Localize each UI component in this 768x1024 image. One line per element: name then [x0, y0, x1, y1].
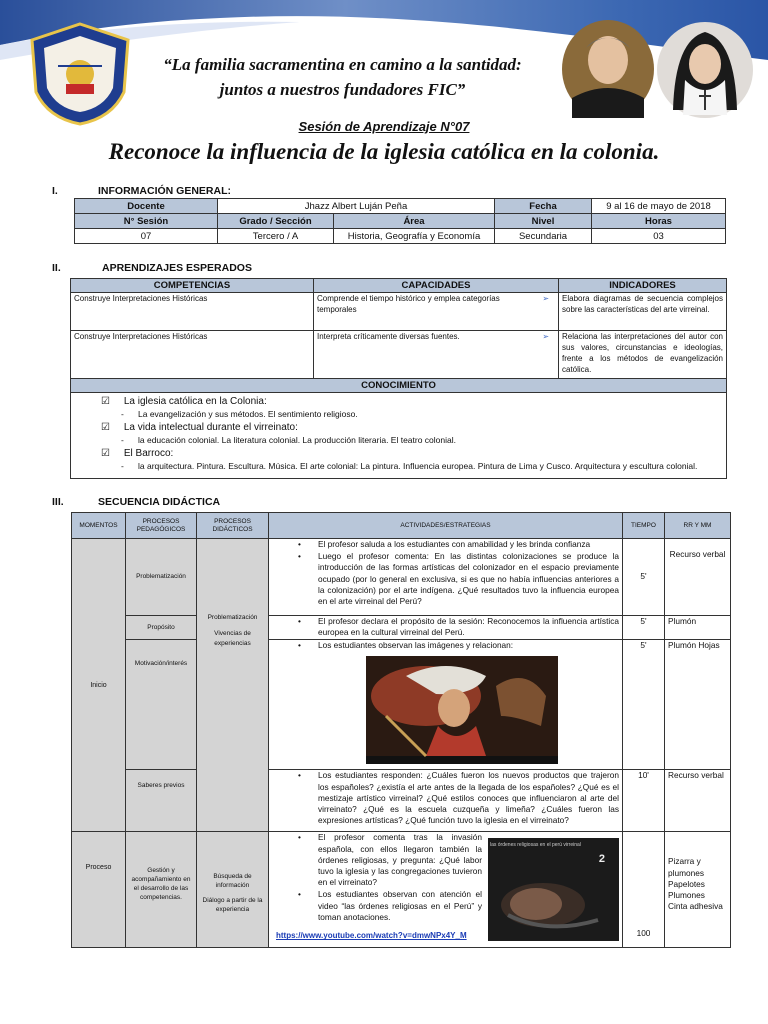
knowledge-list: ☑ La iglesia católica en la Colonia: - La evangelización y sus métodos. El sentimiento religioso. ☑ La vida intelectual durante el virreinato: - la educación colonial. La literatura colonial. La producción literaria. El teatro colonial. ☑ El Barroco: - la arquitectura. Pintura. Escultura. Música. El arte colonial: La pintura. Influencia europea. Pintura de Lima y Cusco. Arquitectura y escultura colonial. — [71, 393, 727, 479]
checkbox-icon: ☑ — [101, 422, 110, 433]
col-header: Nivel — [495, 214, 592, 229]
activity-item: • El profesor comenta tras la invasión española, con ellos llegaron también la órdenes religiosas, y pregunta: ¿Qué labor tuvo la iglesia y las congregaciones tuvieron en el virreinato? — [272, 832, 482, 888]
activities-cell — [269, 640, 623, 770]
activity-item: • Luego el profesor comenta: En las distintas colonizaciones se produce la introducción de las formas artísticas del colonizador en el espacio previamente ocupado (por lo general en exclusiva, si es que no había influencias anteriores a la colonización) por el arte indígena. ¿Qué resultados tuvo la influencia europea en el arte virreinal del Perú? — [272, 551, 619, 607]
knowledge-header: CONOCIMIENTO — [71, 379, 727, 393]
col-header: Horas — [592, 214, 726, 229]
col-header: RR Y MM — [665, 513, 731, 539]
col-header: TIEMPO — [623, 513, 665, 539]
section-heading-learning: II. APRENDIZAJES ESPERADOS — [52, 262, 252, 274]
lesson-title: Reconoce la influencia de la iglesia católica en la colonia. — [108, 139, 660, 164]
section-heading-general: I. INFORMACIÓN GENERAL: — [52, 185, 231, 197]
activity-item: • Los estudiantes observan las imágenes y relacionan: — [272, 640, 619, 651]
indicador: Elabora diagramas de secuencia complejos sobre las características del arte virreinal. — [559, 293, 727, 331]
activities-cell — [269, 770, 623, 832]
fecha-label: Fecha — [495, 199, 592, 214]
grade-section: Tercero / A — [218, 229, 334, 244]
col-header: PROCESOS DIDÁCTICOS — [197, 513, 269, 539]
video-frame-face — [488, 860, 619, 940]
arrow-bullet-icon: ➢ — [534, 331, 559, 379]
checkbox-icon: ☑ — [101, 396, 110, 407]
knowledge-item: ☑ El Barroco: — [101, 448, 174, 459]
col-header: MOMENTOS — [72, 513, 126, 539]
col-header: INDICADORES — [559, 279, 727, 293]
activity-item: • El profesor declara el propósito de la sesión: Reconocemos la influencia artística europea en la cultural virreinal del Perú. — [272, 616, 619, 638]
colonial-painting-image — [366, 656, 558, 764]
video-thumbnail[interactable]: las órdenes religiosas en el perú virreinal 2 — [488, 838, 619, 941]
checkbox-icon: ☑ — [101, 448, 110, 459]
col-header: Grado / Sección — [218, 214, 334, 229]
resources: Recurso verbal — [665, 539, 731, 616]
col-header: PROCESOS PEDAGÓGICOS — [126, 513, 197, 539]
activities-cell — [269, 539, 623, 616]
activity-item: • Los estudiantes observan con atención el video “las órdenes religiosas en el Perú” y toman anotaciones. — [272, 889, 482, 923]
learning-table — [70, 278, 727, 479]
session-number: 07 — [75, 229, 218, 244]
process-label: Gestión y acompañamiento en el desarrollo de las competencias. — [126, 832, 197, 948]
founder-portrait-priest — [560, 18, 656, 120]
competencia: Construye Interpretaciones Históricas — [71, 293, 314, 331]
school-seal-logo — [28, 22, 132, 126]
section-heading-sequence: III. SECUENCIA DIDÁCTICA — [52, 496, 221, 508]
time: 100 — [623, 832, 665, 948]
knowledge-detail: la educación colonial. La literatura colonial. La producción literaria. El teatro colonial. — [138, 435, 456, 445]
resources: Plumón Hojas — [665, 640, 731, 770]
col-header: N° Sesión — [75, 214, 218, 229]
general-info-table — [74, 198, 726, 244]
col-header: COMPETENCIAS — [71, 279, 314, 293]
area: Historia, Geografía y Economía — [334, 229, 495, 244]
activity-item: • Los estudiantes responden: ¿Cuáles fueron los nuevos productos que trajeron los españoles? ¿existía el arte antes de la llegada de los españoles? ¿Qué es el mestizaje artístico virreinal? ¿Qué estilos conoces que influenciaron al arte del virreinato? ¿Qué es la escuela cuzqueña y limeña? ¿Cuáles fueron las expresiones artísticas? ¿Qué función tuvo la iglesia en el virreinato? — [272, 770, 619, 826]
moment-proceso: Proceso — [72, 832, 126, 948]
time: 5' — [623, 640, 665, 770]
knowledge-detail: la arquitectura. Pintura. Escultura. Música. El arte colonial: La pintura. Influencia europea. Pintura de Lima y Cusco. Arquitectura y escultura colonial. — [138, 461, 698, 471]
process-label: Motivación/interés — [126, 640, 197, 770]
col-header: ACTIVIDADES/ESTRATEGIAS — [269, 513, 623, 539]
moment-inicio: Inicio — [72, 539, 126, 832]
docente-label: Docente — [75, 199, 218, 214]
arrow-bullet-icon: ➢ — [534, 293, 559, 331]
capacidad: Interpreta críticamente diversas fuentes. — [314, 331, 534, 379]
process-label: Problematización — [126, 539, 197, 616]
indicador: Relaciona las interpretaciones del autor con sus valores, circunstancias e ideologías, frente a los métodos de evangelización católica. — [559, 331, 727, 379]
founder-portrait-nun — [655, 20, 755, 120]
time: 10' — [623, 770, 665, 832]
time: 5' — [623, 539, 665, 616]
activities-cell — [269, 832, 623, 948]
competencia: Construye Interpretaciones Históricas — [71, 331, 314, 379]
didactic-process: Búsqueda de información Diálogo a partir de la experiencia — [197, 832, 269, 948]
col-header: Área — [334, 214, 495, 229]
motto: “La familia sacramentina en camino a la santidad: juntos a nuestros fundadores FIC” — [163, 55, 522, 99]
knowledge-item: ☑ La iglesia católica en la Colonia: — [101, 396, 267, 407]
activity-item: • El profesor saluda a los estudiantes con amabilidad y les brinda confianza — [272, 539, 619, 550]
fecha-value: 9 al 16 de mayo de 2018 — [592, 199, 726, 214]
time: 5' — [623, 616, 665, 640]
resources: Recurso verbal — [665, 770, 731, 832]
knowledge-item: ☑ La vida intelectual durante el virreinato: — [101, 422, 298, 433]
level: Secundaria — [495, 229, 592, 244]
capacidad: Comprende el tiempo histórico y emplea categorías temporales — [314, 293, 534, 331]
sequence-table — [71, 512, 731, 948]
video-link[interactable]: https://www.youtube.com/watch?v=dmwNPx4Y_M — [276, 931, 467, 941]
process-label: Propósito — [126, 616, 197, 640]
resources: Pizarra y plumones Papelotes Plumones Cinta adhesiva — [665, 832, 731, 948]
hours: 03 — [592, 229, 726, 244]
knowledge-detail: La evangelización y sus métodos. El sentimiento religioso. — [138, 409, 358, 419]
docente-value: Jhazz Albert Luján Peña — [218, 199, 495, 214]
session-title: Sesión de Aprendizaje N°07 — [298, 119, 470, 134]
didactic-process: Problematización Vivencias de experiencias — [197, 539, 269, 832]
resources: Plumón — [665, 616, 731, 640]
col-header: CAPACIDADES — [314, 279, 559, 293]
activities-cell — [269, 616, 623, 640]
process-label: Saberes previos — [126, 770, 197, 832]
